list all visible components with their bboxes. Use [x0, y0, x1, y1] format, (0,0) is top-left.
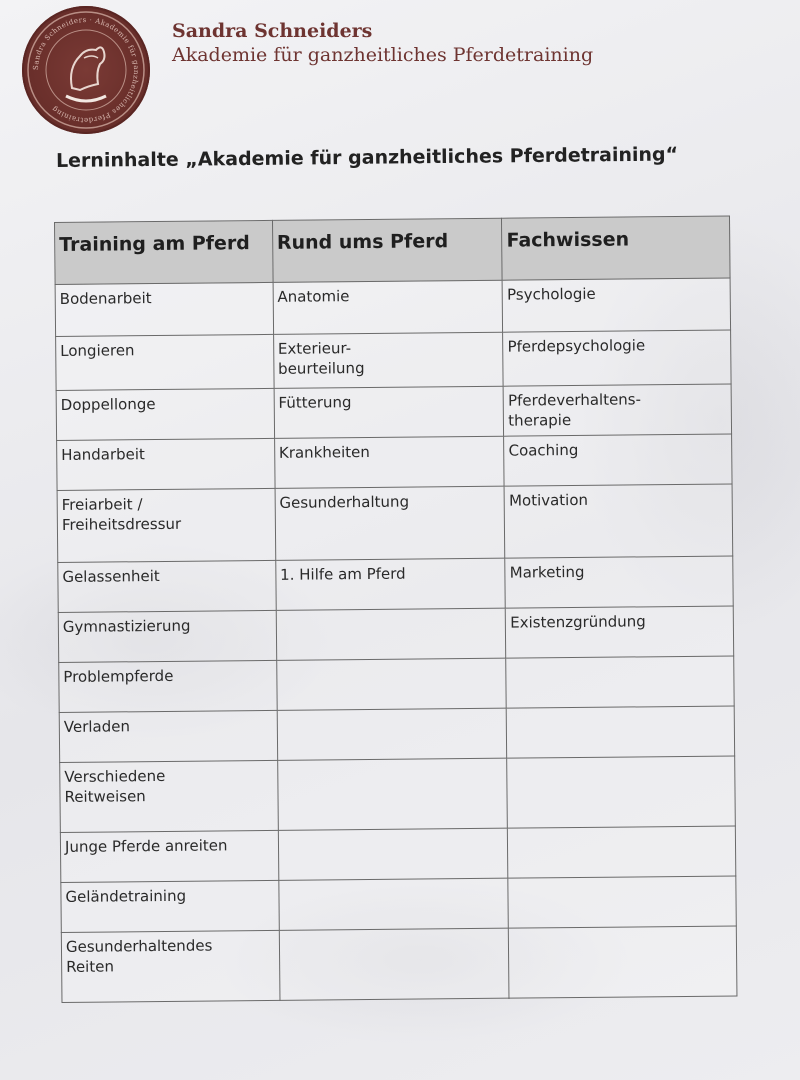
rund-ums-pferd-cell [276, 608, 506, 660]
fachwissen-cell: Pferdeverhaltens- therapie [503, 384, 731, 436]
document-title: Lerninhalte „Akademie für ganzheitliches Pferdetraining“ [55, 143, 679, 172]
training-cell: Longieren [56, 334, 274, 390]
rund-ums-pferd-cell [277, 708, 507, 760]
fachwissen-cell [507, 706, 735, 758]
training-cell: Freiarbeit / Freiheitsdressur [57, 488, 275, 562]
table-header-row [55, 216, 731, 284]
header-fachwissen: Fachwissen [502, 216, 730, 280]
fachwissen-cell [506, 656, 734, 708]
header-training-am-pferd: Training am Pferd [55, 220, 273, 284]
header-subtitle: Akademie für ganzheitliches Pferdetraining [172, 44, 594, 66]
fachwissen-cell [509, 926, 737, 998]
training-cell: Junge Pferde anreiten [60, 830, 278, 882]
table-row [55, 278, 730, 336]
rund-ums-pferd-cell [276, 658, 506, 710]
table-row [58, 606, 733, 662]
table-row [57, 434, 732, 490]
fachwissen-cell [508, 826, 736, 878]
curriculum-table-wrapper [54, 216, 737, 1003]
table-row [60, 826, 735, 882]
fachwissen-cell [508, 876, 736, 928]
training-cell: Bodenarbeit [55, 282, 273, 336]
fachwissen-cell: Coaching [504, 434, 732, 486]
rund-ums-pferd-cell: Gesunderhaltung [275, 486, 505, 560]
rund-ums-pferd-cell [277, 758, 507, 830]
table-row [58, 556, 733, 612]
fachwissen-cell: Motivation [504, 484, 732, 558]
rund-ums-pferd-cell: Exterieur- beurteilung [273, 332, 503, 388]
table-row [56, 330, 731, 390]
training-cell: Handarbeit [57, 438, 275, 490]
header-rund-ums-pferd: Rund ums Pferd [272, 218, 502, 282]
curriculum-table [54, 216, 737, 1003]
training-cell: Gelassenheit [58, 560, 276, 612]
rund-ums-pferd-cell: Krankheiten [274, 436, 504, 488]
table-row [57, 484, 733, 562]
training-cell: Verschiedene Reitweisen [60, 760, 278, 832]
rund-ums-pferd-cell: Anatomie [273, 280, 503, 334]
rund-ums-pferd-cell [279, 878, 509, 930]
table-body [55, 278, 737, 1002]
table-row [60, 756, 736, 832]
fachwissen-cell: Pferdepsychologie [503, 330, 731, 386]
table-row [56, 384, 731, 440]
table-row [61, 876, 736, 932]
rund-ums-pferd-cell: Fütterung [274, 386, 504, 438]
table-row [61, 926, 737, 1002]
fachwissen-cell [507, 756, 735, 828]
svg-text:Sandra Schneiders · Akademie f: Sandra Schneiders · Akademie für ganzheitliches Pferdetraining [31, 15, 141, 125]
table-row [59, 656, 734, 712]
training-cell: Geländetraining [61, 880, 279, 932]
fachwissen-cell: Existenzgründung [506, 606, 734, 658]
fachwissen-cell: Marketing [505, 556, 733, 608]
table-row [59, 706, 734, 762]
academy-seal-logo [22, 6, 150, 134]
rund-ums-pferd-cell [279, 928, 509, 1000]
training-cell: Verladen [59, 710, 277, 762]
fachwissen-cell: Psychologie [502, 278, 730, 332]
training-cell: Problempferde [59, 660, 277, 712]
training-cell: Doppellonge [56, 388, 274, 440]
training-cell: Gesunderhaltendes Reiten [61, 930, 279, 1002]
header-name: Sandra Schneiders [172, 20, 373, 42]
rund-ums-pferd-cell: 1. Hilfe am Pferd [275, 558, 505, 610]
training-cell: Gymnastizierung [58, 610, 276, 662]
rund-ums-pferd-cell [278, 828, 508, 880]
